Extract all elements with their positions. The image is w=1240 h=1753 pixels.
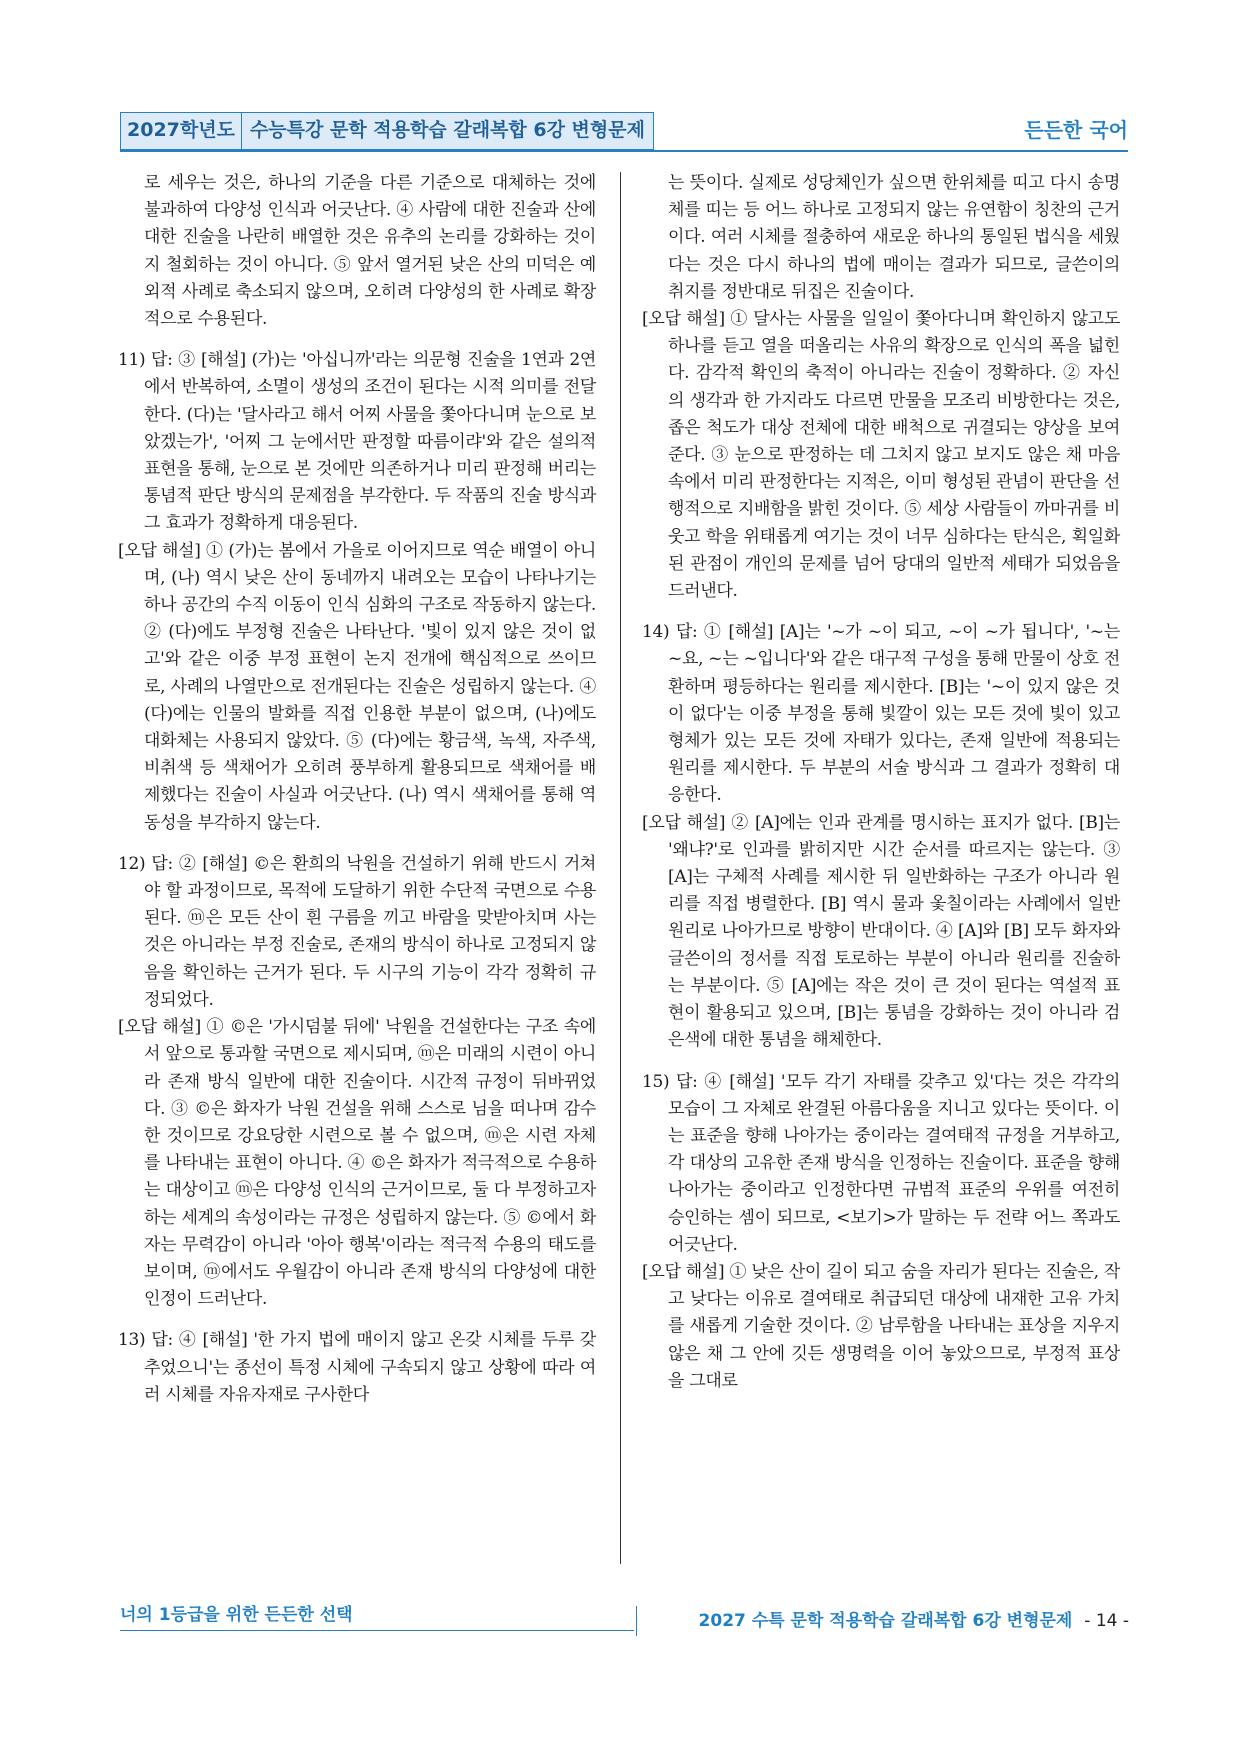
page-header [120, 108, 1128, 152]
wrong-answer-explanation [118, 538, 596, 837]
paragraph-lead: 14) 답: ① [642, 622, 729, 643]
paragraph-lead: 12) 답: ② [118, 853, 203, 874]
column-divider [620, 172, 621, 1564]
right-column [642, 170, 1120, 1395]
paragraph-text: 로 세우는 것은, 하나의 기준을 다른 기준으로 대체하는 것에 불과하여 다양성 인식과 어긋난다. ④ 사람에 대한 진술과 산에 대한 진술을 나란히 배열한 것은 유추의 논리를 강화하는 것이지 철회하는 것이 아니다. ⑤ 앞서 열거된 낮은 산의 미덕은 예외적 사례로 축소되지 않으며, 오히려 다양성의 한 사례로 확장적으로 수용된다. [144, 173, 596, 330]
paragraph-text: [해설] (가)는 '아십니까'라는 의문형 진술을 1연과 2연에서 반복하여, 소멸이 생성의 조건이 된다는 시적 의미를 전달한다. (다)는 '달사라고 해서 어찌 사물을 쫓아다니며 눈으로 보았겠는가', '어찌 그 눈에서만 판정할 따름이랴'와 같은 설의적 표현을 통해, 눈으로 본 것에만 의존하거나 미리 판정해 버리는 통념적 판단 방식의 문제점을 부각한다. 두 작품의 진술 방식과 그 효과가 정확하게 대응된다. [144, 350, 596, 534]
paragraph-lead: 11) 답: ③ [118, 350, 201, 371]
left-column [118, 170, 596, 1409]
wrong-answer-explanation [642, 1259, 1120, 1395]
answer-paragraph [118, 347, 596, 537]
footer-tagline: 너의 1등급을 위한 든든한 선택 [120, 1600, 634, 1631]
brand-label: 든든한 국어 [1024, 118, 1128, 142]
paragraph-text: 는 뜻이다. 실제로 성당체인가 싶으면 한위체를 띠고 다시 송명체를 띠는 등 어느 하나로 고정되지 않는 유연함이 칭찬의 근거이다. 여러 시체를 절충하여 새로운 하나의 통일된 법식을 세웠다는 것은 다시 하나의 법에 매이는 결과가 되므로, 글쓴이의 취지를 정반대로 뒤집은 진술이다. [668, 173, 1120, 302]
paragraph-text: [해설] ©은 환희의 낙원을 건설하기 위해 반드시 거쳐야 할 과정이므로, 목적에 도달하기 위한 수단적 국면으로 수용된다. ⓜ은 모든 산이 흰 구름을 끼고 바람을 맞받아치며 사는 것은 아니라는 부정 진술로, 존재의 방식이 하나로 고정되지 않음을 확인하는 근거가 된다. 두 시구의 기능이 각각 정확히 규정되었다. [144, 853, 597, 1010]
title-box [120, 112, 654, 150]
paragraph-lead: 13) 답: ④ [118, 1330, 203, 1351]
continued-paragraph [642, 170, 1120, 306]
paragraph-lead: [오답 해설] [118, 540, 206, 561]
answer-paragraph [642, 1069, 1120, 1259]
wrong-answer-explanation [118, 1014, 596, 1313]
paragraph-lead: [오답 해설] [642, 812, 732, 833]
footer-subtitle: 2027 수특 문학 적용학습 갈래복합 6강 변형문제 [698, 1611, 1073, 1631]
answer-paragraph [642, 619, 1120, 809]
paragraph-text: [해설] '모두 각기 자태를 갖추고 있'다는 것은 각각의 모습이 그 자체로 완결된 아름다움을 지니고 있다는 뜻이다. 이는 표준을 향해 나아가는 중이라는 결여태적 규정을 거부하고, 각 대상의 고유한 존재 방식을 인정하는 진술이다. 표준을 향해 나아가는 중이라고 인정한다면 규범적 표준의 우위를 여전히 승인하는 셈이 되므로, <보기>가 말하는 두 전략 어느 쪽과도 어긋난다. [668, 1071, 1121, 1255]
paragraph-text: [해설] '한 가지 법에 매이지 않고 온갖 시체를 두루 갖추었으니'는 종선이 특정 시체에 구속되지 않고 상황에 따라 여러 시체를 자유자재로 구사한다 [144, 1330, 596, 1405]
page-number: - 14 - [1084, 1611, 1129, 1631]
footer-right [636, 1606, 1129, 1636]
paragraph-text: ① 낮은 산이 길이 되고 숨을 자리가 된다는 진술은, 작고 낮다는 이유로 결여태로 취급되던 대상에 내재한 고유 가치를 새롭게 기술한 것이다. ② 남루함을 나타내는 표상을 지우지 않은 채 그 안에 깃든 생명력을 이어 놓았으므로, 부정적 표상을 그대로 [668, 1261, 1120, 1391]
paragraph-lead: [오답 해설] [642, 1261, 730, 1282]
wrong-answer-explanation [642, 306, 1120, 605]
paragraph-text: ① 달사는 사물을 일일이 쫓아다니며 확인하지 않고도 하나를 듣고 열을 떠올리는 사유의 확장으로 인식의 폭을 넓힌다. 감각적 확인의 축적이 아니라는 진술이 정확하다. ② 자신의 생각과 한 가지라도 다르면 만물을 모조리 비방한다는 것은, 좁은 척도가 대상 전체에 대한 배척으로 귀결되는 양상을 보여 준다. ③ 눈으로 판정하는 데 그치지 않고 보지도 않은 채 마음속에서 미리 판정한다는 지적은, 이미 형성된 관념이 판단을 선행적으로 지배함을 밝힌 것이다. ⑤ 세상 사람들이 까마귀를 비웃고 학을 위태롭게 여기는 것이 너무 심하다는 탄식은, 획일화된 관점이 개인의 문제를 넘어 당대의 일반적 세태가 되었음을 드러낸다. [668, 309, 1120, 602]
document-title: 수능특강 문학 적용학습 갈래복합 6강 변형문제 [249, 119, 645, 141]
paragraph-lead: [오답 해설] [118, 1017, 207, 1038]
paragraph-text: [해설] [A]는 '~가 ~이 되고, ~이 ~가 됩니다', '~는 ~요, ~는 ~입니다'와 같은 대구적 구성을 통해 만물이 상호 전환하며 평등하다는 원리를 제시한다. [B]는 '~이 있지 않은 것이 없다'는 이중 부정을 통해 빛깔이 있는 모든 것에 빛이 있고 형체가 있는 모든 것에 자태가 있다는, 존재 일반에 적용되는 원리를 제시한다. 두 부분의 서술 방식과 그 결과가 정확히 대응한다. [668, 622, 1120, 806]
paragraph-text: ② [A]에는 인과 관계를 명시하는 표지가 없다. [B]는 '왜냐?'로 인과를 밝히지만 시간 순서를 따르지는 않는다. ③ [A]는 구체적 사례를 제시한 뒤 일반화하는 구조가 아니라 원리를 직접 병렬한다. [B] 역시 물과 옻칠이라는 사례에서 일반 원리로 나아가므로 방향이 반대이다. ④ [A]와 [B] 모두 화자와 글쓴이의 정서를 직접 토로하는 부분이 아니라 원리를 진술하는 부분이다. ⑤ [A]에는 작은 것이 큰 것이 된다는 역설적 표현이 활용되고 있으며, [B]는 통념을 강화하는 것이 아니라 검은색에 대한 통념을 해체한다. [668, 812, 1120, 1051]
continued-paragraph [118, 170, 596, 333]
paragraph-text: ① (가)는 봄에서 가을로 이어지므로 역순 배열이 아니며, (나) 역시 낮은 산이 동네까지 내려오는 모습이 나타나기는 하나 공간의 수직 이동이 인식 심화의 구조로 작동하지 않는다. ② (다)에도 부정형 진술은 나타난다. '빛이 있지 않은 것이 없고'와 같은 이중 부정 표현이 논지 전개에 핵심적으로 쓰이므로, 사례의 나열만으로 전개된다는 진술은 성립하지 않는다. ④ (다)에는 인물의 발화를 직접 인용한 부분이 없으며, (나)에도 대화체는 사용되지 않았다. ⑤ (다)에는 황금색, 녹색, 자주색, 비취색 등 색채어가 오히려 풍부하게 활용되므로 색채어를 배제했다는 진술이 사실과 어긋난다. (나) 역시 색채어를 통해 역동성을 부각하지 않는다. [144, 540, 596, 833]
paragraph-lead: [오답 해설] [642, 309, 731, 330]
answer-paragraph [118, 1327, 596, 1409]
year-tag: 2027학년도 [121, 113, 242, 149]
paragraph-lead: 15) 답: ④ [642, 1071, 730, 1092]
wrong-answer-explanation [642, 810, 1120, 1055]
answer-paragraph [118, 851, 596, 1014]
paragraph-text: ① ©은 '가시덤불 뒤에' 낙원을 건설한다는 구조 속에서 앞으로 통과할 국면으로 제시되며, ⓜ은 미래의 시련이 아니라 존재 방식 일반에 대한 진술이다. 시간적 규정이 뒤바뀌었다. ③ ©은 화자가 낙원 건설을 위해 스스로 님을 떠나며 감수한 것이므로 강요당한 시련으로 볼 수 없으며, ⓜ은 시련 자체를 나타내는 표현이 아니다. ④ ©은 화자가 적극적으로 수용하는 대상이고 ⓜ은 다양성 인식의 근거이므로, 둘 다 부정하고자 하는 세계의 속성이라는 규정은 성립하지 않는다. ⑤ ©에서 화자는 무력감이 아니라 '아아 행복'이라는 적극적 수용의 태도를 보이며, ⓜ에서도 우월감이 아니라 존재 방식의 다양성에 대한 인정이 드러난다. [144, 1017, 596, 1310]
